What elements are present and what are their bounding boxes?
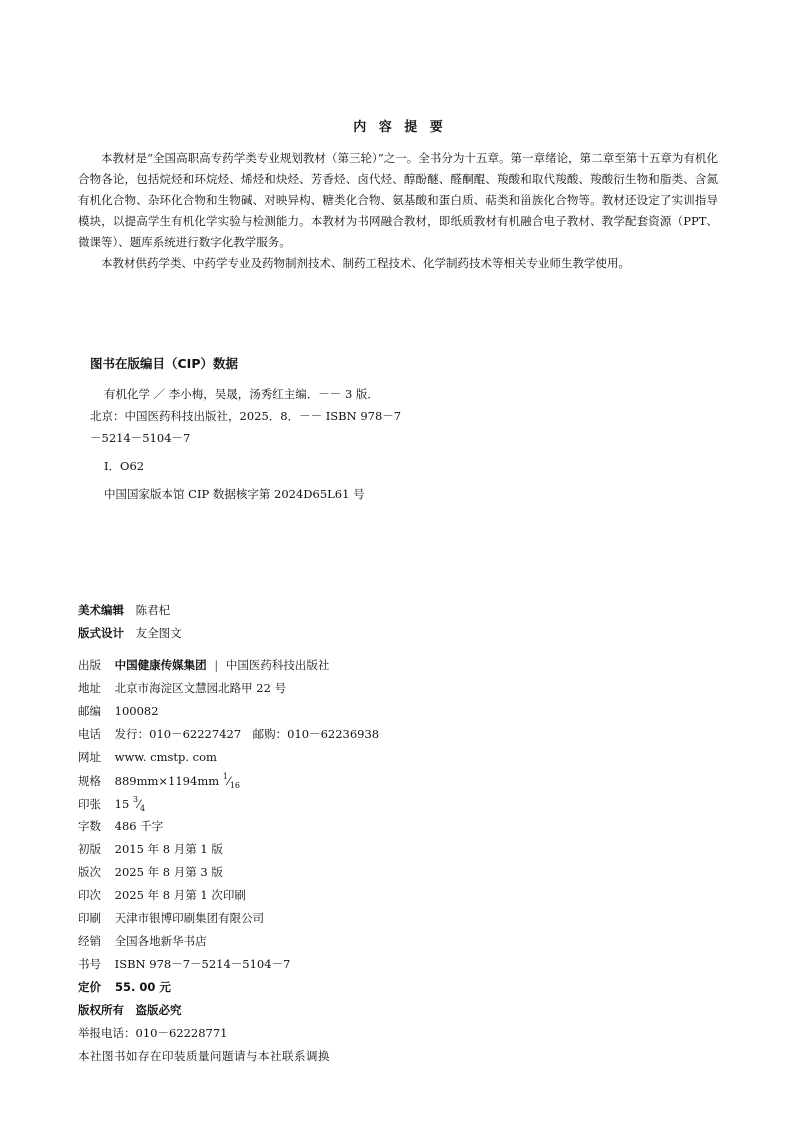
info-words <box>78 818 163 834</box>
info-label: 电话 <box>78 727 101 741</box>
credit-value: 陈君杞 <box>135 603 171 617</box>
publisher-group: 中国健康传媒集团 <box>114 658 207 672</box>
summary-body <box>78 148 718 274</box>
info-printer <box>78 910 264 926</box>
sheets-fraction-slash: ⁄ <box>138 797 140 811</box>
cip-record: 中国国家版本馆 CIP 数据核字第 2024D65L61 号 <box>104 487 365 501</box>
info-printing <box>78 887 246 903</box>
sheets-fraction-num: 3 <box>132 795 139 804</box>
info-value: 15 <box>114 797 130 811</box>
info-label: 字数 <box>78 819 101 833</box>
summary-paragraph: 本教材是“全国高职高专药学类专业规划教材（第三轮）”之一。全书分为十五章。第一章绪论，第二章至第十五章为有机化合物各论，包括烷烃和环烷烃、烯烃和炔烃、芳香烃、卤代烃、醇酚醚、醛酮醌、羧酸和取代羧酸、羧酸衍生物和脂类、含氮有机化合物、杂环化合物和生物碱、对映异构、糖类化合物、氨基酸和蛋白质、萜类和甾族化合物等。教材还设定了实训指导模块，以提高学生有机化学实验与检测能力。本教材为书网融合教材，即纸质教材有机融合电子教材、教学配套资源（PPT、微课等）、题库系统进行数字化教学服务。 <box>78 151 718 249</box>
info-price <box>78 979 171 995</box>
info-isbn <box>78 956 290 972</box>
publisher-press: 中国医药科技出版社 <box>225 658 330 672</box>
info-label: 初版 <box>78 842 101 856</box>
credit-layout-design <box>78 625 182 641</box>
info-value: www. cmstp. com <box>114 750 217 764</box>
summary-paragraph: 本教材供药学类、中药学专业及药物制剂技术、制药工程技术、化学制药技术等相关专业师生教学使用。 <box>101 256 630 270</box>
info-distributor <box>78 933 207 949</box>
info-value: 100082 <box>114 704 159 718</box>
quality-notice: 本社图书如存在印装质量问题请与本社联系调换 <box>78 1049 330 1063</box>
format-fraction-slash: ⁄ <box>227 774 230 788</box>
info-label: 出版 <box>78 658 101 672</box>
info-label: 印刷 <box>78 911 101 925</box>
info-format <box>78 772 240 790</box>
info-value: 2015 年 8 月第 1 版 <box>114 842 223 856</box>
info-value: 天津市银博印刷集团有限公司 <box>114 911 265 925</box>
info-value: 2025 年 8 月第 1 次印刷 <box>114 888 246 902</box>
credit-value: 友全图文 <box>135 626 182 640</box>
info-value: 889mm×1194mm <box>114 774 220 788</box>
info-value: 486 千字 <box>114 819 164 833</box>
info-label: 印次 <box>78 888 101 902</box>
credit-label: 版式设计 <box>78 626 124 640</box>
info-value: 2025 年 8 月第 3 版 <box>114 865 223 879</box>
info-postcode <box>78 703 159 719</box>
info-phone <box>78 726 379 742</box>
format-fraction-den: 16 <box>229 781 240 790</box>
cip-line-3: －5214－5104－7 <box>90 431 191 445</box>
info-publisher <box>78 657 329 673</box>
credit-label: 美术编辑 <box>78 603 124 617</box>
info-value: 发行：010－62227427 邮购：010－62236938 <box>114 727 380 741</box>
info-label: 印张 <box>78 797 101 811</box>
info-value: 全国各地新华书店 <box>114 934 207 948</box>
info-sheets <box>78 795 145 813</box>
info-value: ISBN 978－7－5214－5104－7 <box>114 957 291 971</box>
info-label: 经销 <box>78 934 101 948</box>
cip-title: 图书在版编目（CIP）数据 <box>90 356 238 371</box>
cip-line-2: 北京：中国医药科技出版社，2025．8．－－ ISBN 978－7 <box>90 409 402 423</box>
info-value: 北京市海淀区文慧园北路甲 22 号 <box>114 681 287 695</box>
copyright-notice: 版权所有 盗版必究 <box>78 1003 182 1017</box>
report-phone: 举报电话：010－62228771 <box>78 1026 228 1040</box>
info-address <box>78 680 286 696</box>
info-label: 定价 <box>78 980 101 994</box>
info-edition <box>78 864 223 880</box>
summary-title: 内 容 提 要 <box>353 120 447 135</box>
info-label: 邮编 <box>78 704 101 718</box>
info-value: 55. 00 元 <box>115 980 171 994</box>
info-label: 规格 <box>78 774 101 788</box>
sheets-fraction-den: 4 <box>139 804 146 813</box>
info-first-edition <box>78 841 223 857</box>
info-label: 地址 <box>78 681 101 695</box>
format-fraction-num: 1 <box>222 772 228 781</box>
info-label: 版次 <box>78 865 101 879</box>
info-label: 书号 <box>78 957 101 971</box>
publisher-separator: | <box>214 658 219 672</box>
cip-line-1: 有机化学 ／ 李小梅，吴晟，汤秀红主编．－－ 3 版． <box>104 387 379 401</box>
info-label: 网址 <box>78 750 101 764</box>
cip-classification: Ⅰ．O62 <box>104 459 145 473</box>
credit-art-editor <box>78 602 170 618</box>
info-website <box>78 749 217 765</box>
